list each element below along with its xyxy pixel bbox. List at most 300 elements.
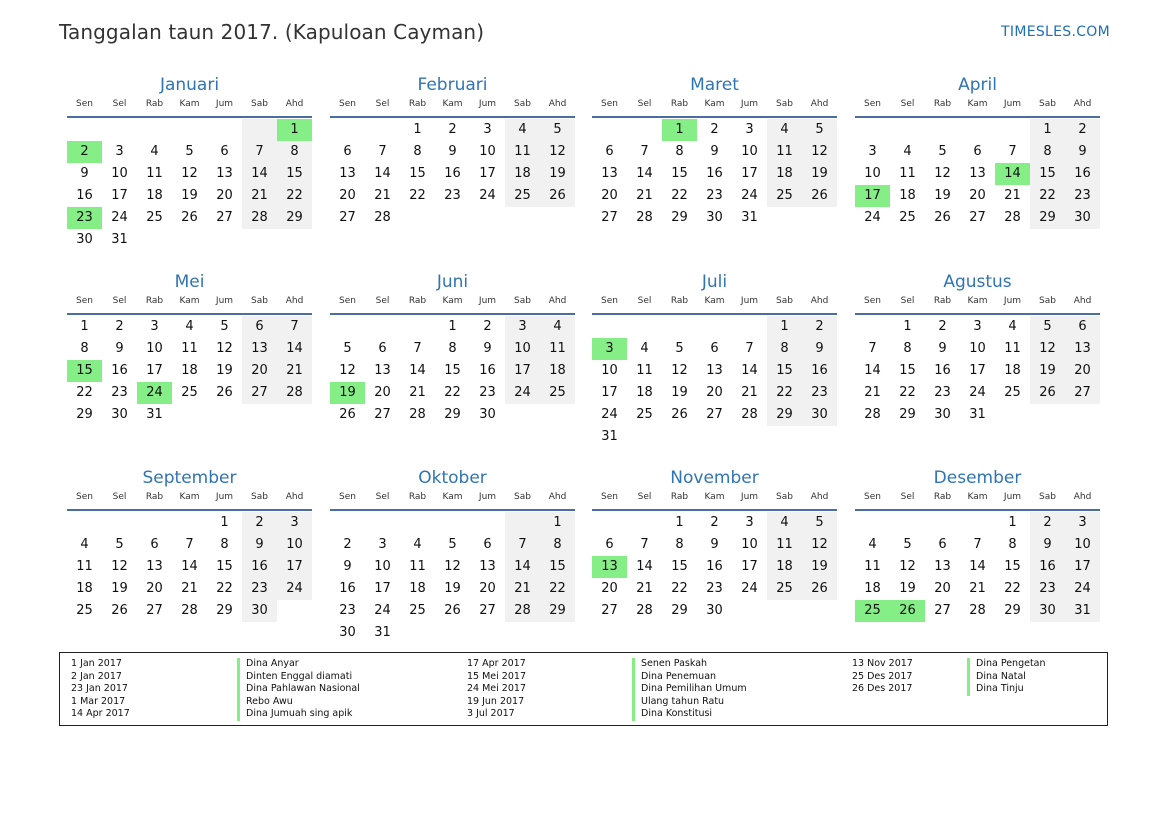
month-name: Maret — [690, 75, 739, 95]
day-cell: 3 — [505, 316, 540, 338]
day-cell: 17 — [277, 556, 312, 578]
weekday-label: Jum — [1003, 99, 1022, 109]
weekday-label: Sen — [601, 99, 618, 109]
day-cell: 12 — [181, 166, 198, 181]
day-cell: 23 — [1030, 578, 1065, 600]
day-cell: 11 — [76, 559, 93, 574]
weekday-label: Ahd — [1073, 492, 1092, 502]
weekday-label: Ahd — [810, 296, 829, 306]
day-cell: 2 — [115, 319, 124, 334]
day-cell: 2 — [67, 141, 102, 163]
day-cell: 26 — [540, 185, 575, 207]
day-cell: 1 — [220, 515, 229, 530]
day-cell: 11 — [181, 341, 198, 356]
empty-cell — [627, 316, 662, 338]
day-cell: 24 — [137, 382, 172, 404]
header-rule — [67, 313, 312, 315]
day-cell: 10 — [1065, 534, 1100, 556]
day-cell: 12 — [339, 363, 356, 378]
weekday-label: Sel — [900, 492, 915, 502]
weekday-label: Rab — [670, 492, 689, 502]
weekday-label: Ahd — [285, 296, 304, 306]
day-cell: 29 — [444, 407, 461, 422]
day-cell: 8 — [675, 144, 684, 159]
month-name: September — [142, 468, 237, 488]
day-cell: 22 — [899, 385, 916, 400]
day-cell: 24 — [601, 407, 618, 422]
day-cell: 8 — [413, 144, 422, 159]
day-cell: 31 — [969, 407, 986, 422]
day-cell: 21 — [505, 578, 540, 600]
day-cell: 22 — [76, 385, 93, 400]
weekday-label: Kam — [442, 99, 463, 109]
holiday-date: 24 Mei 2017 — [467, 683, 526, 695]
header-rule — [592, 509, 837, 511]
holiday-date: 15 Mei 2017 — [467, 670, 526, 682]
day-cell: 21 — [636, 188, 653, 203]
weekday-label: Kam — [442, 296, 463, 306]
month-11 — [592, 467, 837, 622]
weekday-label: Sab — [251, 492, 268, 502]
day-cell: 5 — [903, 537, 912, 552]
weekday-label: Sab — [251, 296, 268, 306]
weekday-label: Jum — [215, 492, 234, 502]
day-cell: 10 — [741, 144, 758, 159]
day-cell: 31 — [374, 625, 391, 640]
day-cell: 6 — [150, 537, 159, 552]
day-cell: 28 — [505, 600, 540, 622]
day-cell: 18 — [505, 163, 540, 185]
weekday-label: Rab — [145, 492, 164, 502]
day-cell: 18 — [864, 581, 881, 596]
weekday-label: Sen — [76, 296, 93, 306]
site-link[interactable]: TIMESLES.COM — [1001, 24, 1110, 40]
day-cell: 4 — [540, 316, 575, 338]
day-cell: 30 — [76, 232, 93, 247]
day-cell: 28 — [636, 210, 653, 225]
month-2 — [330, 74, 575, 229]
weekday-label: Ahd — [285, 99, 304, 109]
empty-cell — [697, 316, 732, 338]
day-cell: 5 — [185, 144, 194, 159]
day-cell: 24 — [1065, 578, 1100, 600]
day-cell: 17 — [741, 166, 758, 181]
empty-cell — [592, 512, 627, 534]
holiday-name: Dina Konstitusi — [632, 708, 747, 721]
holiday-date: 3 Jul 2017 — [467, 708, 515, 720]
day-cell: 16 — [934, 363, 951, 378]
day-cell: 1 — [540, 512, 575, 534]
day-cell: 21 — [277, 360, 312, 382]
day-cell: 1 — [413, 122, 422, 137]
day-cell: 16 — [479, 363, 496, 378]
day-cell: 19 — [540, 163, 575, 185]
weekday-label: Kam — [442, 492, 463, 502]
day-cell: 11 — [767, 534, 802, 556]
day-cell: 7 — [185, 537, 194, 552]
day-cell: 23 — [479, 385, 496, 400]
day-grid — [855, 119, 1100, 229]
weekday-label: Sen — [864, 296, 881, 306]
weekday-label: Rab — [933, 492, 952, 502]
day-cell: 27 — [706, 407, 723, 422]
weekday-label: Ahd — [285, 492, 304, 502]
day-cell: 21 — [636, 581, 653, 596]
day-cell: 17 — [855, 185, 890, 207]
month-name: Juni — [436, 272, 469, 292]
month-5 — [67, 271, 312, 426]
weekday-label: Sel — [112, 99, 127, 109]
day-cell: 7 — [1008, 144, 1017, 159]
day-cell: 19 — [330, 382, 365, 404]
holiday-name: Dina Anyar — [237, 658, 360, 671]
empty-cell — [505, 512, 540, 534]
day-cell: 8 — [540, 534, 575, 556]
day-cell: 26 — [216, 385, 233, 400]
holiday-name: Dina Pemilihan Umum — [632, 683, 747, 696]
weekday-label: Rab — [670, 296, 689, 306]
day-cell: 14 — [374, 166, 391, 181]
day-cell: 30 — [934, 407, 951, 422]
holiday-name: Dina Penemuan — [632, 671, 747, 684]
day-cell: 1 — [903, 319, 912, 334]
day-cell: 15 — [216, 559, 233, 574]
weekday-label: Jum — [740, 296, 759, 306]
day-cell: 12 — [802, 534, 837, 556]
day-cell: 10 — [505, 338, 540, 360]
empty-cell — [330, 512, 365, 534]
day-cell: 13 — [1065, 338, 1100, 360]
day-cell: 25 — [409, 603, 426, 618]
day-cell: 31 — [1065, 600, 1100, 622]
day-cell: 26 — [671, 407, 688, 422]
day-cell: 25 — [540, 382, 575, 404]
day-cell: 22 — [216, 581, 233, 596]
weekday-header — [67, 99, 312, 113]
day-cell: 28 — [1004, 210, 1021, 225]
day-cell: 9 — [1065, 141, 1100, 163]
header-rule — [330, 313, 575, 315]
day-cell: 2 — [1030, 512, 1065, 534]
weekday-label: Sab — [251, 99, 268, 109]
day-cell: 20 — [969, 188, 986, 203]
empty-cell — [137, 119, 172, 141]
day-cell: 23 — [934, 385, 951, 400]
day-cell: 7 — [868, 341, 877, 356]
day-cell: 31 — [741, 210, 758, 225]
day-cell: 14 — [995, 163, 1030, 185]
day-cell: 24 — [505, 382, 540, 404]
day-cell: 11 — [540, 338, 575, 360]
day-cell: 23 — [802, 382, 837, 404]
weekday-header — [592, 99, 837, 113]
day-cell: 20 — [601, 188, 618, 203]
day-cell: 8 — [1008, 537, 1017, 552]
day-cell: 11 — [1004, 341, 1021, 356]
day-cell: 7 — [640, 144, 649, 159]
day-cell: 21 — [864, 385, 881, 400]
day-cell: 11 — [636, 363, 653, 378]
day-cell: 8 — [903, 341, 912, 356]
holiday-name: Dina Pengetan — [967, 658, 1046, 671]
weekday-header — [330, 99, 575, 113]
day-cell: 20 — [374, 385, 391, 400]
header-rule — [330, 116, 575, 118]
day-cell: 12 — [216, 341, 233, 356]
empty-cell — [67, 512, 102, 534]
day-cell: 22 — [671, 188, 688, 203]
day-cell: 5 — [343, 341, 352, 356]
empty-cell — [330, 119, 365, 141]
day-cell: 7 — [640, 537, 649, 552]
page-title: Tanggalan taun 2017. (Kapuloan Cayman) — [59, 20, 485, 44]
day-cell: 2 — [802, 316, 837, 338]
legend-names-col-1 — [237, 658, 360, 721]
legend-dates-col-3 — [852, 658, 913, 696]
weekday-label: Ahd — [1073, 99, 1092, 109]
day-cell: 1 — [448, 319, 457, 334]
day-cell: 21 — [181, 581, 198, 596]
empty-cell — [67, 119, 102, 141]
holiday-date: 1 Jan 2017 — [71, 658, 122, 669]
empty-cell — [330, 316, 365, 338]
holiday-date: 1 Mar 2017 — [71, 695, 126, 707]
weekday-header — [855, 296, 1100, 310]
day-cell: 3 — [745, 122, 754, 137]
weekday-header — [592, 296, 837, 310]
day-cell: 13 — [146, 559, 163, 574]
day-cell: 20 — [339, 188, 356, 203]
day-cell: 22 — [444, 385, 461, 400]
header-rule — [67, 509, 312, 511]
holiday-name: Senen Paskah — [632, 658, 747, 671]
day-cell: 6 — [938, 537, 947, 552]
day-cell: 17 — [1065, 556, 1100, 578]
day-cell: 25 — [855, 600, 890, 622]
day-cell: 18 — [146, 188, 163, 203]
day-cell: 29 — [671, 210, 688, 225]
day-cell: 4 — [505, 119, 540, 141]
holiday-name: Dina Pahlawan Nasional — [237, 683, 360, 696]
day-cell: 24 — [969, 385, 986, 400]
day-cell: 18 — [767, 163, 802, 185]
weekday-label: Sel — [637, 296, 652, 306]
weekday-label: Kam — [967, 492, 988, 502]
holiday-date: 13 Nov 2017 — [852, 658, 913, 669]
day-cell: 10 — [146, 341, 163, 356]
month-name: Agustus — [943, 272, 1012, 292]
day-cell: 10 — [277, 534, 312, 556]
weekday-label: Ahd — [548, 99, 567, 109]
day-cell: 26 — [339, 407, 356, 422]
weekday-label: Sen — [339, 492, 356, 502]
weekday-label: Sab — [1039, 296, 1056, 306]
day-cell: 23 — [242, 578, 277, 600]
weekday-label: Rab — [145, 99, 164, 109]
weekday-label: Sab — [776, 492, 793, 502]
month-9 — [67, 467, 312, 622]
empty-cell — [592, 316, 627, 338]
weekday-label: Sen — [339, 99, 356, 109]
day-cell: 3 — [483, 122, 492, 137]
day-cell: 25 — [767, 578, 802, 600]
day-cell: 30 — [1030, 600, 1065, 622]
day-cell: 19 — [802, 163, 837, 185]
day-grid — [592, 316, 837, 448]
day-cell: 26 — [890, 600, 925, 622]
day-cell: 30 — [479, 407, 496, 422]
day-cell: 19 — [111, 581, 128, 596]
day-cell: 19 — [1030, 360, 1065, 382]
header-rule — [330, 509, 575, 511]
day-cell: 22 — [671, 581, 688, 596]
day-grid — [592, 119, 837, 229]
day-cell: 15 — [1030, 163, 1065, 185]
day-cell: 17 — [374, 581, 391, 596]
day-cell: 11 — [409, 559, 426, 574]
empty-cell — [732, 316, 767, 338]
day-cell: 21 — [741, 385, 758, 400]
day-cell: 10 — [374, 559, 391, 574]
day-cell: 1 — [662, 119, 697, 141]
day-cell: 8 — [277, 141, 312, 163]
day-cell: 1 — [1030, 119, 1065, 141]
day-cell: 8 — [220, 537, 229, 552]
weekday-label: Rab — [933, 99, 952, 109]
day-cell: 8 — [767, 338, 802, 360]
day-cell: 30 — [1065, 207, 1100, 229]
day-cell: 29 — [899, 407, 916, 422]
day-cell: 5 — [675, 341, 684, 356]
weekday-label: Kam — [967, 99, 988, 109]
day-cell: 21 — [374, 188, 391, 203]
day-cell: 24 — [741, 188, 758, 203]
empty-cell — [207, 119, 242, 141]
empty-cell — [890, 512, 925, 534]
day-cell: 17 — [601, 385, 618, 400]
empty-cell — [470, 512, 505, 534]
day-cell: 22 — [540, 578, 575, 600]
day-cell: 22 — [409, 188, 426, 203]
day-cell: 4 — [868, 537, 877, 552]
day-cell: 10 — [864, 166, 881, 181]
day-cell: 26 — [802, 578, 837, 600]
day-cell: 7 — [378, 144, 387, 159]
day-cell: 19 — [444, 581, 461, 596]
month-3 — [592, 74, 837, 229]
empty-cell — [662, 316, 697, 338]
day-cell: 14 — [505, 556, 540, 578]
holiday-date: 14 Apr 2017 — [71, 708, 130, 720]
weekday-label: Jum — [1003, 296, 1022, 306]
day-cell: 9 — [115, 341, 124, 356]
day-cell: 3 — [592, 338, 627, 360]
day-cell: 30 — [706, 603, 723, 618]
day-cell: 15 — [1004, 559, 1021, 574]
day-cell: 24 — [479, 188, 496, 203]
day-cell: 10 — [479, 144, 496, 159]
day-cell: 14 — [277, 338, 312, 360]
weekday-label: Kam — [704, 296, 725, 306]
month-name: April — [958, 75, 997, 95]
header-rule — [592, 313, 837, 315]
day-cell: 17 — [969, 363, 986, 378]
legend-names-col-2 — [632, 658, 747, 721]
weekday-header — [855, 492, 1100, 506]
day-cell: 28 — [864, 407, 881, 422]
day-cell: 18 — [409, 581, 426, 596]
day-cell: 5 — [540, 119, 575, 141]
day-cell: 8 — [675, 537, 684, 552]
weekday-label: Sab — [514, 492, 531, 502]
day-cell: 21 — [409, 385, 426, 400]
weekday-header — [67, 492, 312, 506]
day-cell: 18 — [76, 581, 93, 596]
day-cell: 17 — [505, 360, 540, 382]
day-cell: 9 — [448, 144, 457, 159]
weekday-label: Sen — [76, 492, 93, 502]
day-cell: 27 — [969, 210, 986, 225]
empty-cell — [855, 512, 890, 534]
day-cell: 7 — [242, 141, 277, 163]
holiday-date: 17 Apr 2017 — [467, 658, 526, 669]
day-cell: 28 — [242, 207, 277, 229]
legend-dates-col-2 — [467, 658, 526, 721]
month-6 — [330, 271, 575, 426]
day-cell: 4 — [185, 319, 194, 334]
holiday-date: 23 Jan 2017 — [71, 683, 128, 695]
day-cell: 5 — [802, 119, 837, 141]
day-cell: 3 — [378, 537, 387, 552]
day-cell: 20 — [934, 581, 951, 596]
day-cell: 14 — [636, 559, 653, 574]
empty-cell — [627, 119, 662, 141]
day-cell: 20 — [479, 581, 496, 596]
day-grid — [330, 316, 575, 426]
weekday-label: Rab — [408, 492, 427, 502]
empty-cell — [137, 512, 172, 534]
weekday-label: Kam — [967, 296, 988, 306]
day-cell: 9 — [80, 166, 89, 181]
day-cell: 20 — [146, 581, 163, 596]
day-cell: 13 — [339, 166, 356, 181]
day-cell: 14 — [969, 559, 986, 574]
day-cell: 1 — [767, 316, 802, 338]
day-cell: 22 — [1030, 185, 1065, 207]
day-cell: 1 — [1008, 515, 1017, 530]
day-cell: 29 — [767, 404, 802, 426]
weekday-label: Rab — [408, 99, 427, 109]
holiday-date: 19 Jun 2017 — [467, 695, 525, 707]
empty-cell — [960, 119, 995, 141]
day-cell: 16 — [111, 363, 128, 378]
day-cell: 13 — [592, 556, 627, 578]
day-cell: 27 — [1065, 382, 1100, 404]
day-cell: 23 — [1065, 185, 1100, 207]
weekday-label: Sel — [112, 296, 127, 306]
day-cell: 18 — [767, 556, 802, 578]
day-cell: 12 — [444, 559, 461, 574]
empty-cell — [925, 512, 960, 534]
day-cell: 5 — [115, 537, 124, 552]
day-grid — [330, 512, 575, 644]
weekday-label: Ahd — [810, 492, 829, 502]
empty-cell — [172, 119, 207, 141]
day-cell: 4 — [767, 512, 802, 534]
weekday-label: Jum — [478, 296, 497, 306]
day-cell: 28 — [409, 407, 426, 422]
day-grid — [330, 119, 575, 229]
